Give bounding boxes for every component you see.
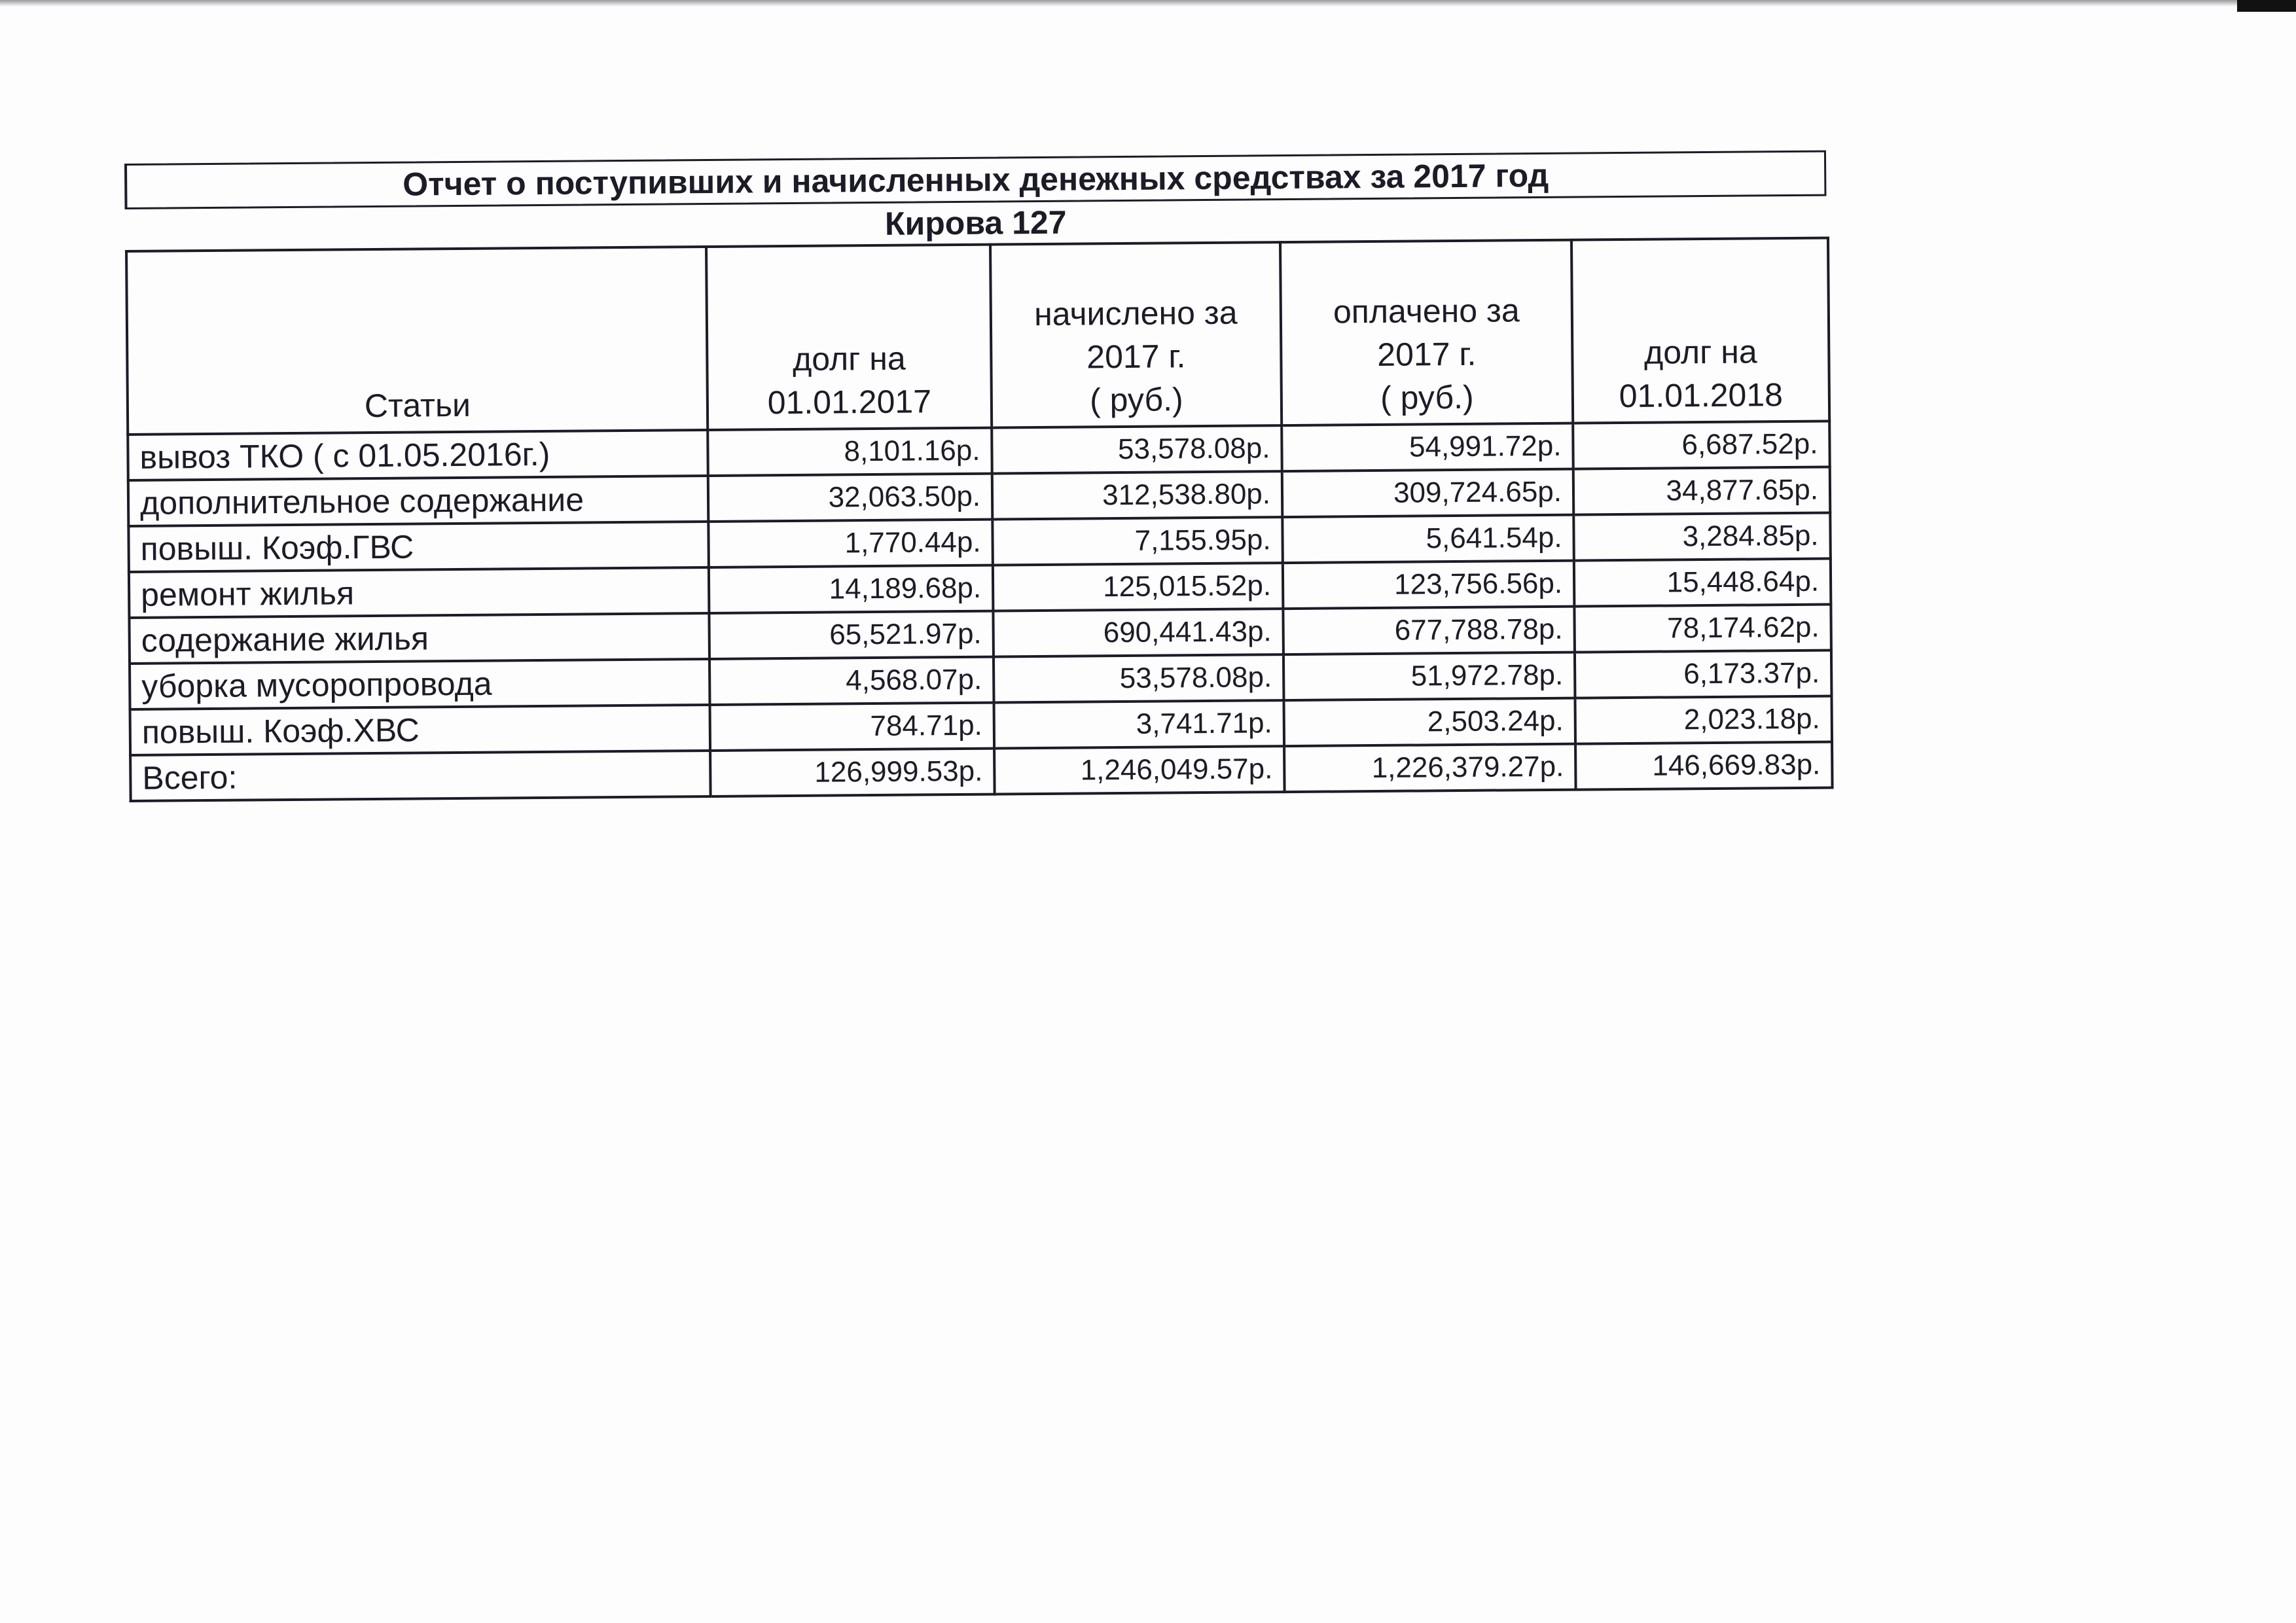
item-name-cell: вывоз ТКО ( с 01.05.2016г.) [128, 430, 708, 480]
amount-cell: 2,503.24р. [1283, 698, 1575, 746]
amount-cell: 312,538.80р. [992, 471, 1283, 519]
amount-cell: 1,770.44р. [708, 520, 993, 567]
amount-cell: 784.71р. [710, 703, 995, 751]
amount-cell: 1,246,049.57р. [994, 746, 1285, 794]
item-name-cell: повыш. Коэф.ХВС [130, 705, 711, 755]
item-name-cell: дополнительное содержание [128, 476, 709, 526]
amount-cell: 15,448.64р. [1574, 559, 1831, 607]
item-name-cell: ремонт жилья [129, 567, 709, 618]
scan-corner-mark [2237, 0, 2296, 12]
amount-cell: 677,788.78р. [1283, 607, 1575, 654]
column-header: Статьи [126, 247, 708, 435]
amount-cell: 53,578.08р. [992, 425, 1282, 473]
amount-cell: 53,578.08р. [994, 654, 1284, 702]
amount-cell: 54,991.72р. [1282, 423, 1573, 471]
amount-cell: 1,226,379.27р. [1284, 744, 1576, 792]
amount-cell: 5,641.54р. [1282, 515, 1574, 563]
amount-cell: 6,687.52р. [1573, 421, 1830, 469]
report-sheet [124, 151, 1831, 802]
amount-cell: 146,669.83р. [1575, 742, 1833, 790]
amount-cell: 309,724.65р. [1282, 469, 1574, 517]
amount-cell: 3,284.85р. [1573, 513, 1831, 561]
item-name-cell: Всего: [130, 751, 711, 801]
amount-cell: 123,756.56р. [1283, 561, 1575, 609]
amount-cell: 3,741.71р. [994, 700, 1285, 748]
item-name-cell: содержание жилья [129, 613, 709, 664]
amount-cell: 2,023.18р. [1575, 696, 1832, 744]
report-address: Кирова 127 [884, 204, 1067, 242]
amount-cell: 65,521.97р. [709, 611, 994, 659]
header-row [126, 238, 1829, 435]
column-header: начислено за 2017 г. ( руб.) [990, 242, 1282, 427]
item-name-cell: повыш. Коэф.ГВС [128, 522, 709, 572]
scan-top-edge [0, 0, 2296, 7]
amount-cell: 34,877.65р. [1573, 467, 1831, 515]
amount-cell: 51,972.78р. [1283, 652, 1575, 700]
amount-cell: 7,155.95р. [992, 517, 1283, 565]
amount-cell: 4,568.07р. [709, 657, 994, 705]
amount-cell: 78,174.62р. [1574, 605, 1831, 652]
column-header: долг на 01.01.2018 [1571, 238, 1829, 423]
amount-cell: 690,441.43р. [993, 609, 1283, 656]
amount-cell: 6,173.37р. [1575, 651, 1832, 698]
item-name-cell: уборка мусоропровода [130, 659, 710, 709]
amount-cell: 125,015.52р. [993, 563, 1283, 611]
amount-cell: 14,189.68р. [709, 565, 994, 613]
amount-cell: 8,101.16р. [708, 428, 992, 476]
amount-cell: 126,999.53р. [710, 749, 995, 796]
report-table [125, 237, 1834, 802]
column-header: долг на 01.01.2017 [706, 245, 992, 430]
report-title: Отчет о поступивших и начисленных денежных средствах за 2017 год [124, 151, 1826, 209]
column-header: оплачено за 2017 г. ( руб.) [1280, 240, 1573, 425]
amount-cell: 32,063.50р. [708, 474, 993, 522]
